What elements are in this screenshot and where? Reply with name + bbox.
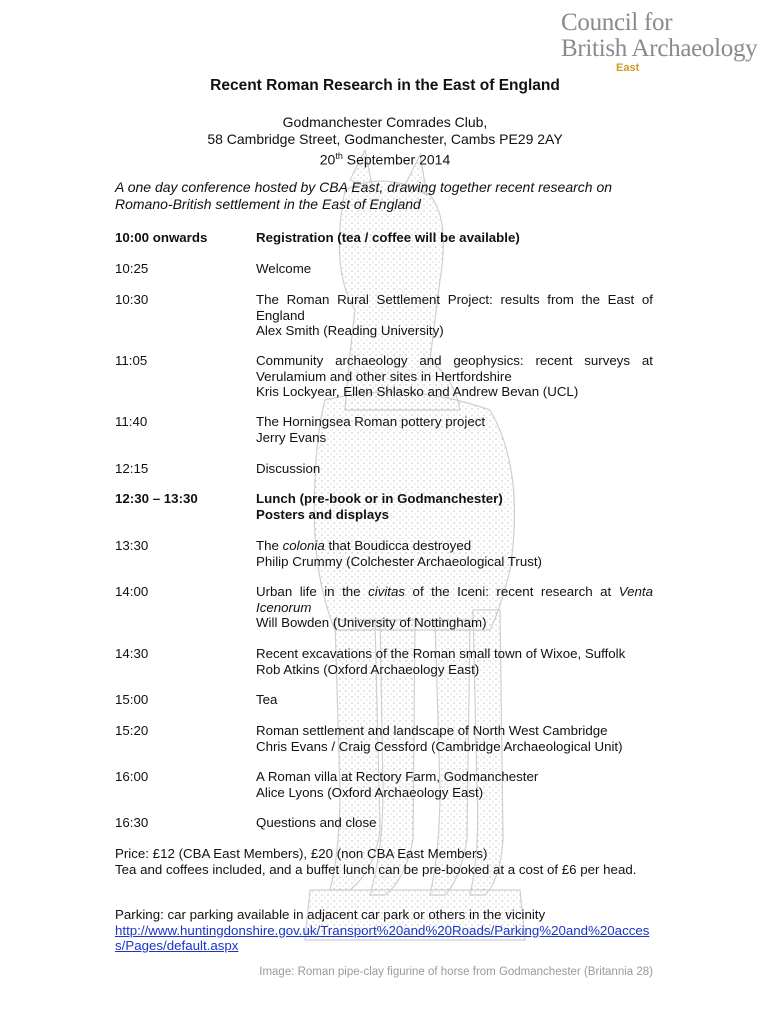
document-title: Recent Roman Research in the East of England [210, 77, 560, 94]
logo-line-3: East [616, 62, 640, 74]
logo-line-1: Council for [561, 9, 673, 36]
venue-name: Godmanchester Comrades Club, [282, 114, 488, 130]
venue-block [115, 114, 655, 169]
price-info [115, 846, 655, 877]
cba-logo [561, 10, 757, 74]
image-caption: Image: Roman pipe-clay figurine of horse from Godmanchester (Britannia 28) [259, 966, 653, 978]
event-date: 20th September 2014 [319, 151, 451, 168]
logo-line-2: British Archaeology [561, 35, 758, 62]
catering-line: Tea and coffees included, and a buffet lunch can be pre-booked at a cost of £6 per head. [115, 861, 637, 877]
parking-text: Parking: car parking available in adjacent car park or others in the vicinity [115, 907, 546, 922]
parking-link[interactable]: http://www.huntingdonshire.gov.uk/Transport%20and%20Roads/Parking%20and%20access/Pages/default.aspx [115, 922, 650, 953]
venue-address: 58 Cambridge Street, Godmanchester, Cambs PE29 2AY [207, 131, 563, 147]
parking-info [115, 907, 655, 954]
intro-text: A one day conference hosted by CBA East, drawing together recent research on Romano-British settlement in the East of England [115, 179, 613, 212]
price-line: Price: £12 (CBA East Members), £20 (non CBA East Members) [115, 846, 488, 861]
